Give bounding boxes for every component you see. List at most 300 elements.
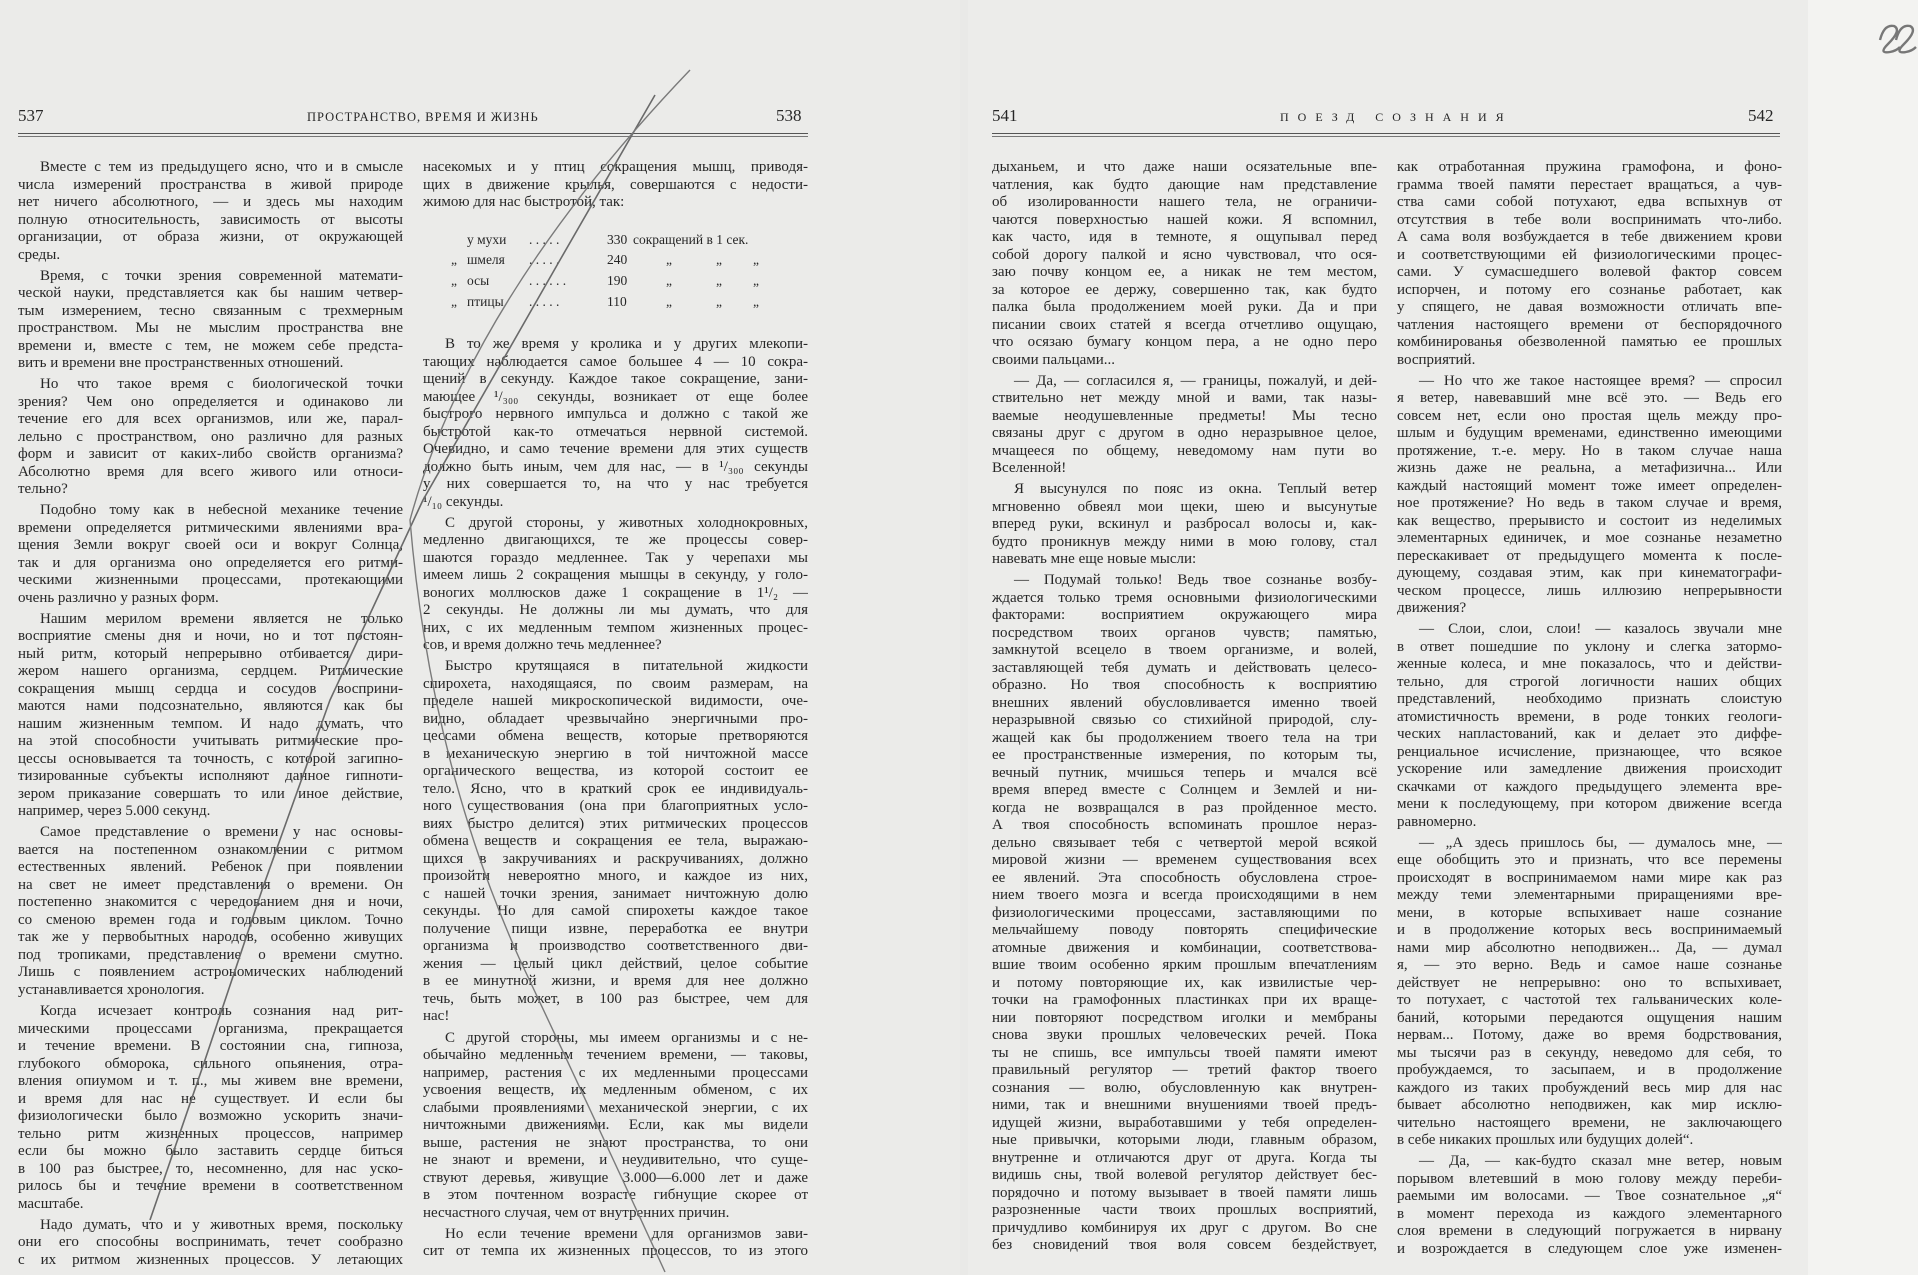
text-line: в себе никаких прошлых или будущих долей“. [1397, 1132, 1694, 1149]
text-line: быстрого нервного импульса и должно с такой же [423, 406, 808, 423]
text-line: чительно настоящего времени, не заключающего [1397, 1114, 1782, 1131]
text-line: пробуждаемся, то засыпаем, и в продолжение [1397, 1062, 1782, 1079]
text-line: А сама воля возбуждается в тебе движением крови [1397, 229, 1782, 245]
paragraph [18, 1217, 403, 1270]
text-line: на свет не имеет представления о времени. Он [18, 876, 403, 893]
text-line: мы тысячи раз в секунду, неведомо для себя, то [1397, 1044, 1782, 1061]
text-line: действует не непрерывно: оно то вспыхивает, [1397, 974, 1782, 991]
text-line: если бы можно было заставить сердце биться [18, 1143, 403, 1160]
text-line: будто проникнув между ними в мою голову, стал [992, 533, 1377, 550]
contraction-rate-table [423, 230, 808, 313]
text-line: дыханьем, и что даже наши осязательные впе- [992, 159, 1377, 175]
text-line: чатления, как будто дающие нам представление [992, 176, 1377, 193]
ditto-mark: „ [666, 272, 672, 288]
text-line: факторами: восприятием окружающего мира [992, 607, 1377, 624]
text-line: ускорение или замедление движения происходит [1397, 761, 1782, 778]
text-line: ства сами собой потухают, едва вспыхнув от [1397, 194, 1782, 210]
text-line: нами мир абсолютно неподвижен... Да, — думал [1397, 939, 1782, 956]
text-line: ный ритм, который непрерывно отбивается дири- [18, 645, 403, 662]
header-rule [992, 133, 1780, 137]
text-line: сами. У сумасшедшего волевой фактор совсем [1397, 264, 1782, 280]
text-line: обмена веществ и сокращения ее тела, выражаю- [423, 833, 808, 850]
text-line: секунды. Но для самой спирохеты каждое такое [423, 903, 808, 920]
text-line: вшие твоим особенно ярким прошлым впечатлениям [992, 957, 1377, 974]
text-line: течь, быть может, в 100 раз быстрее, чем для [423, 990, 808, 1007]
paragraph [423, 658, 808, 1026]
text-line: в 100 раз быстрее, то, несомненно, для нас уско- [18, 1160, 403, 1177]
table-cell-animal: птицы [467, 293, 504, 309]
text-line: тающих наблюдается самое большее 4 — 10 сокра- [423, 353, 808, 370]
text-line: правильный регулятор — третий фактор твоего [992, 1062, 1377, 1079]
text-line: Время, с точки зрения современной математи- [40, 267, 403, 284]
text-line: ничтожными движениями. Если, как мы видели [423, 1117, 808, 1134]
text-line: очень различно у разных форм. [18, 589, 219, 606]
text-line: и потому повторяющие их, как извилистые чер- [992, 974, 1377, 991]
table-row [423, 250, 808, 271]
ditto-mark: „ [716, 293, 722, 309]
text-line: ческом процессе, лишь иллюзию непрерывности [1397, 582, 1782, 599]
text-line: ренциальное исчисление, признающее, что всякое [1397, 743, 1782, 760]
ditto-mark: „ [666, 293, 672, 309]
text-line: Надо думать, что и у животных время, поскольку [40, 1216, 403, 1233]
table-cell-prefix: „ [451, 272, 457, 288]
text-line: Быстро крутящаяся в питательной жидкости [445, 658, 808, 675]
text-line: ¹/₁₀ секунды. [423, 493, 504, 510]
text-line: нашим жизненным темпом. И надо думать, что [18, 715, 403, 732]
text-line: — Да, — как-будто сказал мне ветер, новым [1419, 1153, 1782, 1170]
text-line: мировой жизни — временем существования всех [992, 852, 1377, 869]
text-line: со сменою времен года и годовым циклом. Точно [18, 911, 403, 928]
text-line: виях быстро делится) этих ритмических процессов [423, 815, 808, 832]
text-line: с их ритмом жизненных процессов. У летающих [18, 1251, 403, 1268]
text-line: мени, в которые вспыхивает наше сознание [1397, 904, 1782, 921]
text-line: организма и производство соответственного дви- [423, 938, 808, 955]
text-line: получение пищи извне, переработка ее внутри [423, 920, 808, 937]
text-line: в ответ пошедшие по уклону и слегка затормо- [1397, 638, 1782, 655]
text-line: А твоя способность вспоминать прошлое нераз- [992, 817, 1377, 834]
text-line: мическими процессами организма, прекращается [18, 1020, 403, 1037]
paragraph [992, 481, 1377, 569]
text-line: пространством. Мы не мыслим пространства вне [18, 320, 403, 337]
text-line: щений в секунду. Каждое такое сокращение, зани- [423, 371, 808, 388]
text-line: сознания — волю, обусловленную как внутрен- [992, 1079, 1377, 1096]
text-line: зрения? Чем оно определяется и одинаково ли [18, 393, 403, 410]
text-line: под тропиками, представление о времени смутно. [18, 946, 403, 963]
text-line: атомистичность времени, в роде тонких геологи- [1397, 708, 1782, 725]
text-line: между теми элементарными приращениями вре- [1397, 887, 1782, 904]
text-line: я, — это верно. Ведь и самое наше сознанье [1397, 957, 1782, 974]
text-line: физиологически было возможно ускорить значи- [18, 1108, 403, 1125]
text-line: Когда исчезает контроль сознания над рит- [40, 1003, 403, 1020]
table-cell-value: 240 [607, 252, 628, 268]
text-line: мгновенно обвеял мои щеки, шею и высунутые [992, 498, 1377, 515]
text-line: видно, обладает чрезвычайно энергичными про- [423, 710, 808, 727]
text-line: ческими жизненными процессами, протекающими [18, 572, 403, 589]
text-line: С другой стороны, у животных холоднокровных, [445, 514, 808, 531]
text-line: внешних явлений обусловливается именно твоей [992, 694, 1377, 711]
paragraph [18, 376, 403, 499]
text-line: масштабе. [18, 1195, 84, 1212]
text-line: полную относительность, зависимость от высоты [18, 211, 403, 228]
right-page-spread [968, 0, 1808, 1275]
paragraph [1397, 621, 1782, 831]
text-line: в механическую энергию в той ничтожной массе [423, 745, 808, 762]
text-line: обычайно медленным течением времени, — таковы, [423, 1047, 808, 1064]
text-line: ствительно нет между мной и вами, так назы- [992, 390, 1377, 407]
paragraph [1397, 159, 1782, 369]
text-line: усвоения веществ, их медленным обменом, с их [423, 1082, 808, 1099]
paragraph [18, 159, 403, 264]
text-line: течение его для всех организмов, или же, парал- [18, 411, 403, 428]
paragraph [423, 336, 808, 511]
text-line: слабыми проявлениями механической энергии, с их [423, 1099, 808, 1116]
text-line: глубокого обморока, сильного опьянения, отра- [18, 1055, 403, 1072]
text-line: времени определяется ритмическими явлениями вра- [18, 519, 403, 536]
text-line: жимою для нас быстротой, так: [423, 194, 625, 210]
text-line: медленно двигающихся, те же процессы совер- [423, 532, 808, 549]
text-line: так же у первобытных народов, особенно живущих [18, 929, 403, 946]
text-line: вается на постепенном ознакомлении с ритмом [18, 841, 403, 858]
text-line: движения? [1397, 600, 1467, 617]
ditto-mark: „ [716, 272, 722, 288]
text-line: ные привычки, которыми люди, главным образом, [992, 1132, 1377, 1149]
paragraph [992, 159, 1377, 369]
text-line: не знают и времени, и неудивительно, что суще- [423, 1152, 808, 1169]
text-line: дующему, создавая этим, как при кинематографи- [1397, 565, 1782, 582]
text-line: порядочно и потому вызывает в твоей памяти лишь [992, 1184, 1377, 1201]
paragraph [1397, 835, 1782, 1150]
text-line: за которое ее держу, совершенно так, как будто [992, 281, 1377, 298]
text-line: Абсолютно время для всего живого или относи- [18, 463, 403, 480]
text-line: щихся в закручиваниях и раскручиваниях, должно [423, 850, 808, 867]
text-line: в ее минутной жизни, и время для нее должно [423, 973, 808, 990]
table-cell-unit: сокращений в 1 сек. [633, 231, 749, 247]
text-line: органического вещества, из которой состоит ее [423, 763, 808, 780]
text-line: форм и зависит от каких-либо свойств организма? [18, 446, 403, 463]
table-cell-value: 330 [607, 231, 628, 247]
text-column [423, 159, 808, 1264]
text-line: восприятий. [1397, 351, 1476, 368]
text-line: и соответствующими ей физиологическими процес- [1397, 246, 1782, 263]
text-line: точки на грамофонных пластинках при их враще- [992, 992, 1377, 1009]
text-line: тельно ритм жизненных процессов, например [18, 1125, 403, 1142]
text-line: щих в движение крылья, совершаются с недости- [423, 176, 808, 193]
text-line: среды. [18, 246, 61, 263]
text-line: вперед руки, вскинул и разбросал волосы и, как- [992, 516, 1377, 533]
text-line: внутренне и отличаются друг от друга. Когда ты [992, 1149, 1377, 1166]
text-line: скачками от каждого предыдущего элемента вре- [1397, 778, 1782, 795]
table-cell-prefix: „ [451, 293, 457, 309]
table-cell-animal: шмеля [467, 252, 505, 268]
running-title: ПОЕЗД СОЗНАНИЯ [1280, 110, 1513, 124]
text-line: вления опиумом и т. п., мы живем вне времени, [18, 1073, 403, 1090]
text-line: — Слои, слои, слои! — казалось звучали мне [1419, 621, 1782, 638]
ditto-mark: „ [666, 252, 672, 268]
text-line: восприятие смены дня и ночи, но и тот постоян- [18, 628, 403, 645]
text-line: тизированные субъекты исполняют данное гипноти- [18, 768, 403, 785]
text-line: ты не спишь, все импульсы твоей памяти имеют [992, 1044, 1377, 1061]
text-line: совсем нет, если оно простая щель между про- [1397, 407, 1782, 424]
text-line: каждый настоящий момент тоже имеет определен- [1397, 477, 1782, 494]
text-line: тело. Ясно, что в краткий срок ее индивидуаль- [423, 780, 808, 797]
table-cell-animal: осы [467, 272, 490, 288]
text-line: причудливо комбинируя их друг с другом. Во сне [992, 1219, 1377, 1236]
table-row [423, 271, 808, 292]
text-line: ческой науки, представляется как бы нашим четвер- [18, 285, 403, 302]
table-row [423, 230, 808, 251]
text-line: имеем лишь 2 сокращения мышцы в секунду, у голо- [423, 567, 808, 584]
text-line: Но что такое время с биологической точки [40, 376, 403, 393]
text-line: связаны друг с другом в одно неразрывное целое, [992, 425, 1377, 442]
text-line: когда не возвращался в раз пройденное место. [992, 799, 1377, 816]
table-cell-dots: . . . . . [529, 231, 560, 247]
text-line: как отработанная пружина грамофона, и фоно- [1397, 159, 1782, 175]
text-line: Нашим мерилом времени является не только [40, 610, 403, 627]
text-line: сит от темпа их жизненных процессов, то из этого [423, 1243, 808, 1260]
text-line: и течение времени. В состоянии сна, гипноза, [18, 1038, 403, 1055]
paragraph [18, 502, 403, 607]
text-line: — Да, — согласился я, — границы, пожалуй, и дей- [1014, 372, 1377, 389]
text-line: выше, растения не знают пространства, то они [423, 1134, 808, 1151]
text-line: образно. Но твоя способность к восприятию [992, 677, 1377, 694]
text-line: жащей как бы продолжением твоего тела на три [992, 729, 1377, 746]
paragraph [18, 1003, 403, 1213]
text-line: снова звуки прошлых человеческих речей. Пока [992, 1027, 1377, 1044]
text-line: нии повторяют посредством иголки и мембраны [992, 1009, 1377, 1026]
text-line: цессами обмена веществ, которые претворяются [423, 728, 808, 745]
text-line: атомные движения и комбинации, соответствова- [992, 939, 1377, 956]
text-line: собой дорогу палкой и ясно чувствовал, что ося- [992, 246, 1377, 263]
paragraph [423, 159, 808, 212]
text-line: комбинированья обезволенной памятью ее прошлых [1397, 334, 1782, 350]
text-column [992, 159, 1377, 1258]
text-column [1397, 159, 1782, 1262]
text-line: нервам... Потому, даже во время бодрствования, [1397, 1027, 1782, 1044]
text-line: как вещество, прерывисто и состоит из неделимых [1397, 512, 1782, 529]
text-line: естественных явлений. Ребенок при появлении [18, 859, 403, 876]
text-line: цессы основывается та точность, с которой загипно- [18, 750, 403, 767]
text-line: протяжение, т.-е. меру. Но в таком случае наша [1397, 442, 1782, 459]
text-line: с нашей точки зрения, занимает ничтожную долю [423, 885, 808, 902]
paragraph [18, 268, 403, 373]
paragraph [18, 611, 403, 821]
text-line: сов, и время должно течь медленнее? [423, 637, 662, 654]
text-line: В то же время у кролика и у других млекопи- [445, 336, 808, 353]
text-line: каждого из таких пробуждений весь мир для нас [1397, 1079, 1782, 1096]
table-cell-dots: . . . . . [529, 293, 560, 309]
text-line: 2 секунды. Не должны ли мы думать, что для [423, 602, 808, 619]
text-line: на этой способности учитывать ритмические про- [18, 733, 403, 750]
text-line: видишь сны, твой волевой регулятор действует бес- [992, 1167, 1377, 1184]
text-line: нием твоего мозга и всегда происходящими в нем [992, 887, 1377, 904]
ditto-mark: „ [716, 252, 722, 268]
text-line: тым измерением, тесно связанным с трехмерным [18, 302, 403, 319]
text-line: Очевидно, и само течение времени для этих существ [423, 441, 808, 458]
text-line: ваемые неодушевленные предметы! Мы тесно [992, 407, 1377, 424]
text-line: представлений, необходимо признать слоистую [1397, 691, 1782, 708]
text-line: дельно связывает тебя с четвертой мерой всякой [992, 834, 1377, 851]
text-line: мельчайшему поводу повторять специфические [992, 922, 1377, 939]
text-line: время вперед вместе с Солнцем и Землей и ни- [992, 782, 1377, 799]
text-line: вечный путник, мчишься теперь и мчался всё [992, 764, 1377, 781]
paragraph [423, 515, 808, 655]
text-line: у них совершается то, на что у нас требуется [423, 476, 808, 493]
text-line: заставляющей тебя думать и действовать целесо- [992, 659, 1377, 676]
text-line: тельно, для строгой логичности наших общих [1397, 673, 1782, 690]
text-line: порывом влетевший в мою голову между переби- [1397, 1170, 1782, 1187]
text-line: зером приказание совершать то или иное действие, [18, 785, 403, 802]
text-line: мени к последующему, при котором движение всегда [1397, 796, 1782, 813]
text-line: числа измерений пространства в живой природе [18, 176, 403, 193]
text-line: в этом почтенном возрасте гибнущие скорее от [423, 1187, 808, 1204]
page-number: 538 [776, 106, 802, 125]
text-line: ное протяжение? Но ведь в таком случае и время, [1397, 495, 1782, 512]
header-rule [18, 133, 808, 137]
text-line: слоя времени в следующий погружается в нирвану [1397, 1223, 1782, 1240]
text-line: ного существования (она при благоприятных усло- [423, 798, 808, 815]
text-line: грамма твоей памяти перестает вращаться, а чув- [1397, 176, 1782, 193]
text-line: неразрывной связью со стихийной природой, слу- [992, 712, 1377, 729]
text-line: чаются поверхностью нашей кожи. Я вспомнил, [992, 211, 1377, 228]
paragraph [18, 824, 403, 999]
table-cell-animal: у мухи [467, 231, 507, 247]
text-line: и время для нас не существует. И если бы [18, 1090, 403, 1107]
text-line: своими пальцами... [992, 351, 1116, 368]
text-line: Вселенной! [992, 460, 1067, 477]
table-cell-value: 110 [607, 293, 627, 309]
text-line: баний, которыми передаются ощущения нашим [1397, 1009, 1782, 1026]
text-line: навевать мне еще новые мысли: [992, 551, 1197, 568]
text-line: произойти невероятно много, и каждое из них, [423, 868, 808, 885]
text-line: ее явлений. Эта способность обусловлена строе- [992, 869, 1377, 886]
text-line: элементарных единичек, и мое сознанье незаметно [1397, 530, 1782, 547]
text-line: Лишь с появлением астрономических наблюдений [18, 964, 403, 981]
text-line: спирохета, находящаяся, по своим размерам, на [423, 675, 808, 692]
text-line: происходят в воспринимаемом нами мире как раз [1397, 869, 1782, 886]
text-line: несчастного случая, чем от внутренних причин. [423, 1204, 730, 1221]
text-line: шлым и будущим временами, единственно имеющими [1397, 425, 1782, 442]
text-line: организации, от образа жизни, от окружающей [18, 229, 403, 245]
text-line: воногих моллюсков даже 1 сокращение в 1¹/₂ — [423, 584, 808, 601]
text-line: мающее ¹/₃₀₀ секунды, возникает от еще более [423, 388, 808, 405]
text-line: посредством твоих органов чувств; памятью, [992, 624, 1377, 641]
text-line: Но если течение времени для организмов зави- [445, 1225, 808, 1242]
text-line: я ветер, навевавший мне всё это. — Ведь его [1397, 390, 1782, 407]
paragraph [992, 373, 1377, 478]
text-line: и возрождается в следующем слое уже изменен- [1397, 1240, 1782, 1257]
text-line: С другой стороны, мы имеем организмы и с не- [445, 1029, 808, 1046]
text-line: писании своих статей я всегда отчетливо ощущаю, [992, 316, 1377, 333]
text-line: маются нами подсознательно, являются как бы [18, 698, 403, 715]
text-line: и в продолжение которых весь воспринимаемый [1397, 922, 1782, 939]
text-line: то потухает, с частотой тех гальванических коле- [1397, 992, 1782, 1009]
text-line: разрозненные части твоих прошлых восприятий, [992, 1202, 1377, 1219]
text-line: раемыми им волосами. — Твое сознательное „я“ [1397, 1188, 1782, 1205]
table-row [423, 292, 808, 313]
text-line: нас! [423, 1008, 450, 1025]
text-line: тельно? [18, 481, 68, 498]
text-line: щения Земли вокруг своей оси и вокруг Солнца, [18, 537, 403, 554]
text-line: ческих напластований, как и делает это диффе- [1397, 726, 1782, 743]
text-line: лельно с пространством, оно различно для разных [18, 428, 403, 445]
text-line: жения — целый цикл действий, целое событие [423, 955, 808, 972]
text-line: пределе нашей микроскопической видимости, оче- [423, 693, 808, 710]
text-line: палка была продолжением моей руки. Да и при [992, 299, 1377, 315]
page-number: 541 [992, 106, 1018, 125]
text-line: шаются гораздо медленнее. Так у черепахи мы [423, 549, 808, 566]
text-line: что осязаю бумагу концом пера, а не одно перо [992, 334, 1377, 350]
text-line: физиологическими процессами, заставляющими по [992, 904, 1377, 921]
text-line: у спящего, не давая возможности отличать впе- [1397, 299, 1782, 315]
table-cell-dots: . . . . . [529, 252, 560, 268]
text-line: жером нашего организма, сердцем. Ритмические [18, 663, 403, 680]
text-line: них, с их медленным темпом жизненных процес- [423, 619, 808, 636]
text-line: нет ничего абсолютного, — и здесь мы находим [18, 194, 403, 210]
ditto-mark: „ [753, 293, 759, 309]
text-line: об изолированности нашего тела, не ограничи- [992, 194, 1377, 210]
text-line: например, через 5.000 секунд. [18, 803, 211, 820]
text-line: они его способны воспринимать, течет сообразно [18, 1234, 403, 1251]
table-cell-dots: . . . . . . [529, 272, 567, 288]
paragraph [1397, 1153, 1782, 1258]
text-line: в момент перехода из каждого элементарного [1397, 1205, 1782, 1222]
running-title: ПРОСТРАНСТВО, ВРЕМЯ И ЖИЗНЬ [307, 110, 539, 124]
text-line: времени и, вместе с тем, не можем себе предста- [18, 337, 403, 354]
table-cell-prefix: „ [451, 252, 457, 268]
page-number: 542 [1748, 106, 1774, 125]
text-line: ее пространственные измерения, по которым ты, [992, 747, 1377, 764]
ditto-mark: „ [753, 252, 759, 268]
ditto-mark: „ [753, 272, 759, 288]
text-line: женные колеса, и мне показалось, что и действи- [1397, 656, 1782, 673]
paragraph [423, 1030, 808, 1223]
text-line: насекомых и у птиц сокращения мышц, приводя- [423, 159, 808, 175]
text-line: так и для организма оно определяется его ритми- [18, 554, 403, 571]
text-line: например, растения с их медленными процессами [423, 1064, 808, 1081]
text-line: быстротой как-то отмечаться нервной системой. [423, 423, 808, 440]
text-line: — Подумай только! Ведь твое сознанье возбу- [1014, 572, 1377, 589]
text-line: Я высунулся по пояс из окна. Теплый ветер [1014, 481, 1377, 498]
page-number: 537 [18, 106, 44, 125]
text-line: испорчен, и потому его сознанье работает, как [1397, 281, 1782, 298]
text-line: бывает абсолютно неподвижен, как мир исклю- [1397, 1097, 1782, 1114]
paragraph [423, 1226, 808, 1261]
text-line: равномерно. [1397, 813, 1477, 830]
text-line: чатления настоящего времени от беспорядочного [1397, 316, 1782, 333]
text-line: ждается только тремя основными физиологическими [992, 589, 1377, 606]
text-line: жизнь даже не реальна, а метафизична... Или [1397, 460, 1782, 477]
text-line: должно быть иным, чем для нас, — в ¹/₃₀₀ секунды [423, 458, 808, 475]
text-line: Вместе с тем из предыдущего ясно, что и в смысле [40, 159, 403, 175]
text-line: как часто, идя в темноте, я ощупывал перед [992, 229, 1377, 245]
text-line: Самое представление о времени у нас основы- [40, 824, 403, 841]
text-line: сокращения мышц сердца и сосудов восприни- [18, 680, 403, 697]
scan-margin [1808, 0, 1918, 1275]
text-line: вить и времени вне пространственных отношений. [18, 355, 344, 372]
text-column [18, 159, 403, 1273]
text-line: без сновидений твоя воля совсем бездействует, [992, 1237, 1377, 1254]
text-line: Подобно тому как в небесной механике течение [40, 502, 403, 519]
text-line: отсутствия в тебе воли воспринимать что-либо. [1397, 211, 1782, 228]
table-cell-value: 190 [607, 272, 628, 288]
text-line: ствуют деревья, живущие 3.000—6.000 лет и даже [423, 1169, 808, 1186]
text-line: еще обобщить это и признать, что все перемены [1397, 852, 1782, 869]
text-line: рилось бы и течение времени в соответственном [18, 1178, 403, 1195]
text-line: замкнутой всецело в твоем организме, и волей, [992, 642, 1377, 659]
text-line: перескакивает от предыдущего момента к после- [1397, 547, 1782, 564]
text-line: — „А здесь пришлось бы, — думалось мне, — [1419, 834, 1782, 851]
text-line: ними, так и внешними внушениями твоей предъ- [992, 1097, 1377, 1114]
